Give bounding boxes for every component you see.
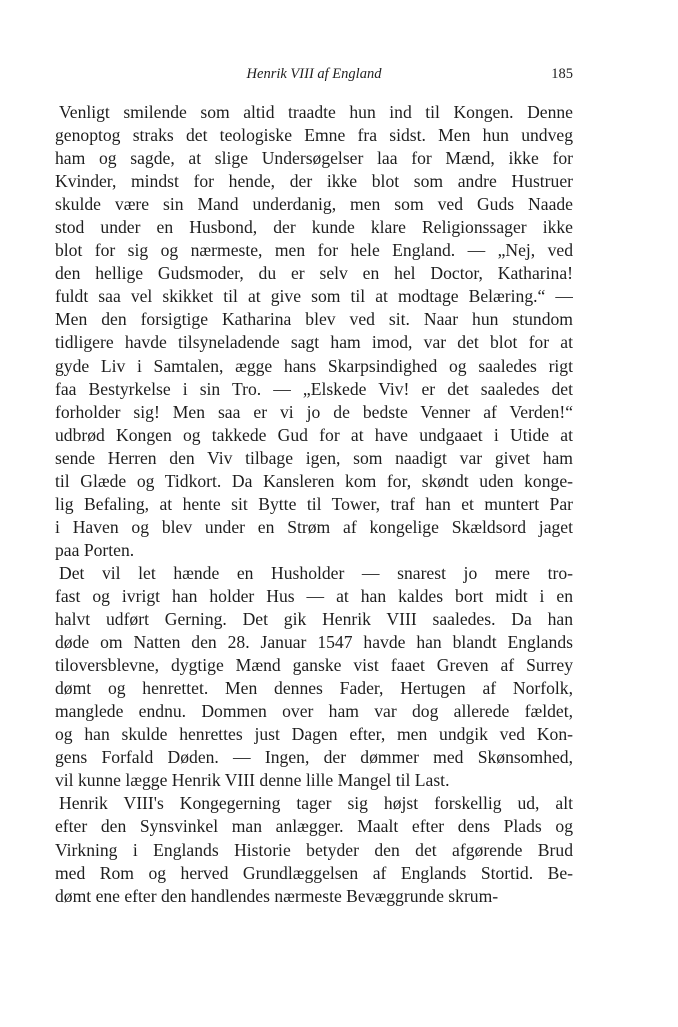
text-line: sende Herren den Viv tilbage igen, som naadigt var givet ham — [55, 447, 573, 468]
text-line: den hellige Gudsmoder, du er selv en hel Doctor, Katharina! — [55, 263, 573, 284]
text-line: lig Befaling, at hente sit Bytte til Tower, traf han et muntert Par — [55, 493, 573, 514]
text-line: stod under en Husbond, der kunde klare Religionssager ikke — [55, 217, 573, 238]
text-line: Kvinder, mindst for hende, der ikke blot som andre Hustruer — [55, 171, 573, 192]
text-line: tidligere havde tilsyneladende sagt ham imod, var det blot for at — [55, 332, 573, 353]
text-line: dømt og henrettet. Men dennes Fader, Hertugen af Norfolk, — [55, 678, 573, 699]
text-line: faa Bestyrkelse i sin Tro. — „Elskede Viv! er det saaledes det — [55, 378, 573, 399]
text-line: skulde være sin Mand underdanig, men som ved Guds Naade — [55, 194, 573, 215]
running-title: Henrik VIII af England — [246, 66, 382, 82]
text-line: tiloversblevne, dygtige Mænd ganske vist faaet Greven af Surrey — [55, 655, 573, 676]
text-line: udbrød Kongen og takkede Gud for at have undgaaet i Utide at — [55, 424, 573, 445]
text-line: Virkning i Englands Historie betyder den det afgørende Brud — [55, 839, 573, 860]
text-line: manglede endnu. Dommen over ham var dog allerede fældet, — [55, 701, 573, 722]
text-line: blot for sig og nærmeste, men for hele England. — „Nej, ved — [55, 240, 573, 261]
text-line: halvt udført Gerning. Det gik Henrik VIII saaledes. Da han — [55, 609, 573, 630]
text-line: paa Porten. — [55, 539, 135, 560]
body-text — [55, 101, 573, 908]
text-line: til Glæde og Tidkort. Da Kansleren kom for, skøndt uden konge- — [55, 470, 573, 491]
page-number: 185 — [551, 66, 573, 82]
text-line: vil kunne lægge Henrik VIII denne lille Mangel til Last. — [55, 770, 450, 791]
text-line: døde om Natten den 28. Januar 1547 havde han blandt Englands — [55, 632, 573, 653]
text-line: efter den Synsvinkel man anlægger. Maalt efter dens Plads og — [55, 816, 573, 837]
text-line: gens Forfald Døden. — Ingen, der dømmer med Skønsomhed, — [55, 747, 573, 768]
text-line: Venligt smilende som altid traadte hun ind til Kongen. Denne — [59, 102, 573, 122]
text-line: fuldt saa vel skikket til at give som til at modtage Belæring.“ — — [55, 286, 573, 307]
text-line: og han skulde henrettes just Dagen efter, men undgik ved Kon- — [55, 724, 573, 745]
text-line: dømt ene efter den handlendes nærmeste Bevæggrunde skrum- — [55, 885, 499, 906]
text-line: forholder sig! Men saa er vi jo de bedste Venner af Verden!“ — [55, 401, 573, 422]
text-line: genoptog straks det teologiske Emne fra sidst. Men hun undveg — [55, 125, 573, 146]
running-header — [55, 64, 573, 84]
text-line: gyde Liv i Samtalen, ægge hans Skarpsindighed og saaledes rigt — [55, 355, 573, 376]
text-line: i Haven og blev under en Strøm af kongelige Skældsord jaget — [55, 516, 573, 537]
text-line: ham og sagde, at slige Undersøgelser laa for Mænd, ikke for — [55, 148, 573, 169]
text-line: Men den forsigtige Katharina blev ved sit. Naar hun stundom — [55, 309, 573, 330]
text-line: med Rom og herved Grundlæggelsen af Englands Stortid. Be- — [55, 862, 573, 883]
text-line: Det vil let hænde en Husholder — snarest jo mere tro- — [59, 562, 573, 583]
text-line: fast og ivrigt han holder Hus — at han kaldes bort midt i en — [55, 585, 573, 606]
text-line: Henrik VIII's Kongegerning tager sig højst forskellig ud, alt — [59, 793, 573, 814]
